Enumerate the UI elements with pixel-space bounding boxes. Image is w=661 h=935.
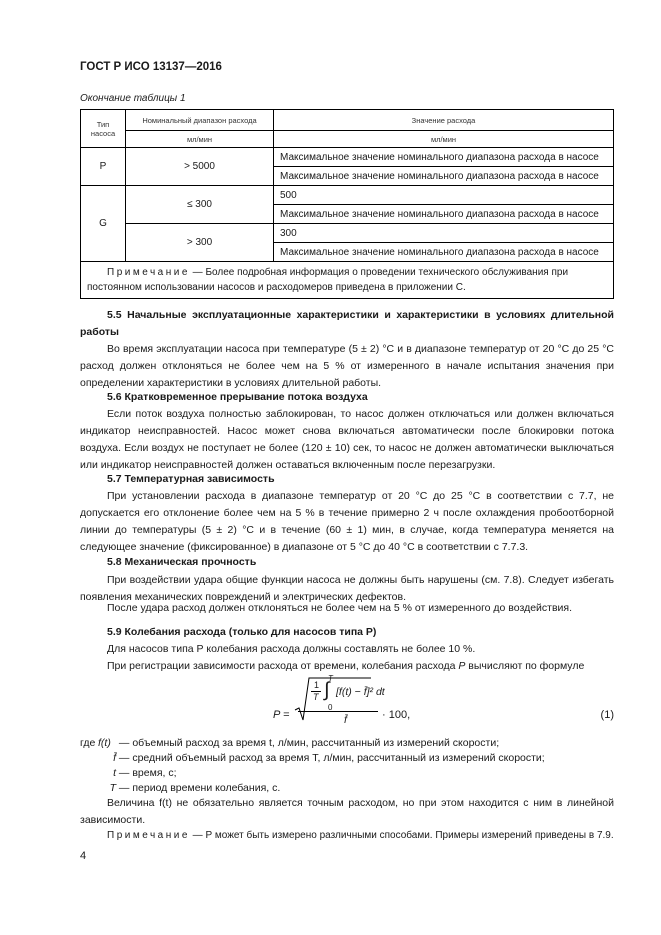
note-label: Примечание (107, 267, 190, 278)
section-text-5-9a: Для насосов типа Р колебания расхода должны составлять не более 10 %. (107, 643, 476, 655)
definition-row: T — период времени колебания, с. (109, 782, 281, 794)
definition-row: где f(t) — объемный расход за время t, л/мин, рассчитанный из измерений скорости; (80, 737, 500, 749)
fraction-line-main (298, 711, 378, 712)
formula-T: T (313, 692, 319, 702)
section-heading-5-5: 5.5 Начальные эксплуатационные характеристики и характеристики в условиях длительной работы (80, 309, 614, 338)
unit-value: мл/мин (274, 131, 614, 148)
formula-1 (80, 676, 614, 740)
cell-value: Максимальное значение номинального диапазона расхода в насосе (274, 243, 614, 262)
flow-range-table (80, 109, 614, 299)
cell-value: 300 (274, 224, 614, 243)
formula-integrand: [f(t) − f̄]² dt (336, 686, 385, 698)
document-header: ГОСТ Р ИСО 13137—2016 (80, 61, 222, 73)
cell-range: > 300 (126, 224, 274, 262)
table-caption: Окончание таблицы 1 (80, 93, 186, 104)
sqrt-sign-icon (293, 676, 373, 728)
formula-number: (1) (600, 709, 614, 721)
col-header-type: Тип насоса (81, 110, 126, 148)
cell-value: Максимальное значение номинального диапазона расхода в насосе (274, 167, 614, 186)
section-text-5-5: Во время эксплуатации насоса при температуре (5 ± 2) °С и в диапазоне температур от 20 °С до 25 °С расход должен отклоняться не более чем на 5 % от измеренного в начале испытания значения при определении характеристики в условиях длительной работы. (80, 343, 614, 389)
symbol-definitions (80, 736, 614, 796)
section-text-5-7: При установлении расхода в диапазоне температур от 20 °С до 25 °С в соответствии с 7.7, не допускается его отклонение более чем на 5 % в течение примерно 2 ч после охлаждения пробоотборной линии до температуры (5 ± 2) °С и в течение (60 ± 1) мин, в случае, когда температура меняется на следующее значение (фиксированное) в диапазоне от 5 °С до 40 °С в соответствии с 7.7.3. (80, 490, 614, 553)
integral-icon: ∫ (324, 679, 330, 701)
formula-denominator: f̄ (344, 714, 347, 726)
section-heading-5-6: 5.6 Кратковременное прерывание потока воздуха (107, 391, 368, 403)
integral-lower: 0 (328, 703, 333, 712)
section-heading-5-7: 5.7 Температурная зависимость (107, 473, 275, 485)
formula-lhs: P = (273, 709, 290, 721)
formula-times: · 100, (382, 709, 411, 721)
section-heading-5-8: 5.8 Механическая прочность (107, 556, 257, 568)
section-text-5-8a: При воздействии удара общие функции насоса не должны быть нарушены (см. 7.8). Следует избегать появления механических повреждений и электрических дефектов. (80, 574, 614, 603)
cell-range: ≤ 300 (126, 186, 274, 224)
integral-upper: T (328, 674, 333, 683)
table-note (81, 262, 614, 299)
page-number: 4 (80, 850, 87, 862)
definition-row: f̄ — средний объемный расход за время T, л/мин, рассчитанный из измерений скорости; (113, 752, 545, 764)
section-text-5-9b: При регистрации зависимости расхода от времени, колебания расхода Р вычисляют по формуле (107, 660, 585, 672)
closing-text: Величина f(t) не обязательно является точным расходом, но при этом находится с ним в линейной зависимости. (80, 797, 614, 826)
cell-type-g: G (81, 186, 126, 262)
definition-row: t — время, с; (113, 767, 177, 779)
cell-range: > 5000 (126, 148, 274, 186)
col-header-range: Номинальный диапазон расхода (126, 110, 274, 131)
section-text-5-6: Если поток воздуха полностью заблокирован, то насос должен отключаться или должен включаться индикатор неисправностей. Насос может снова включаться автоматически после блокировки потока воздуха. Если воздух не поступает не более (120 ± 10) сек, то насос не должен автоматически выключаться или индикатор неисправностей должен оставаться включенным после перезагрузки. (80, 408, 614, 471)
col-header-value: Значение расхода (274, 110, 614, 131)
section-text-5-8b: После удара расход должен отклоняться не более чем на 5 % от измеренного до воздействия. (107, 602, 573, 614)
note-text: — Более подробная информация о проведении технического обслуживания при постоянном использовании насосов и расходомеров приведена в приложении С. (87, 267, 569, 293)
cell-value: Максимальное значение номинального диапазона расхода в насосе (274, 148, 614, 167)
cell-type-p: P (81, 148, 126, 186)
unit-range: мл/мин (126, 131, 274, 148)
section-heading-5-9: 5.9 Колебания расхода (только для насосов типа Р) (107, 626, 377, 638)
closing-note: Примечание — Р может быть измерено различными способами. Примеры измерений приведены в 7.9. (107, 830, 614, 841)
formula-one: 1 (314, 680, 320, 690)
cell-value: 500 (274, 186, 614, 205)
cell-value: Максимальное значение номинального диапазона расхода в насосе (274, 205, 614, 224)
